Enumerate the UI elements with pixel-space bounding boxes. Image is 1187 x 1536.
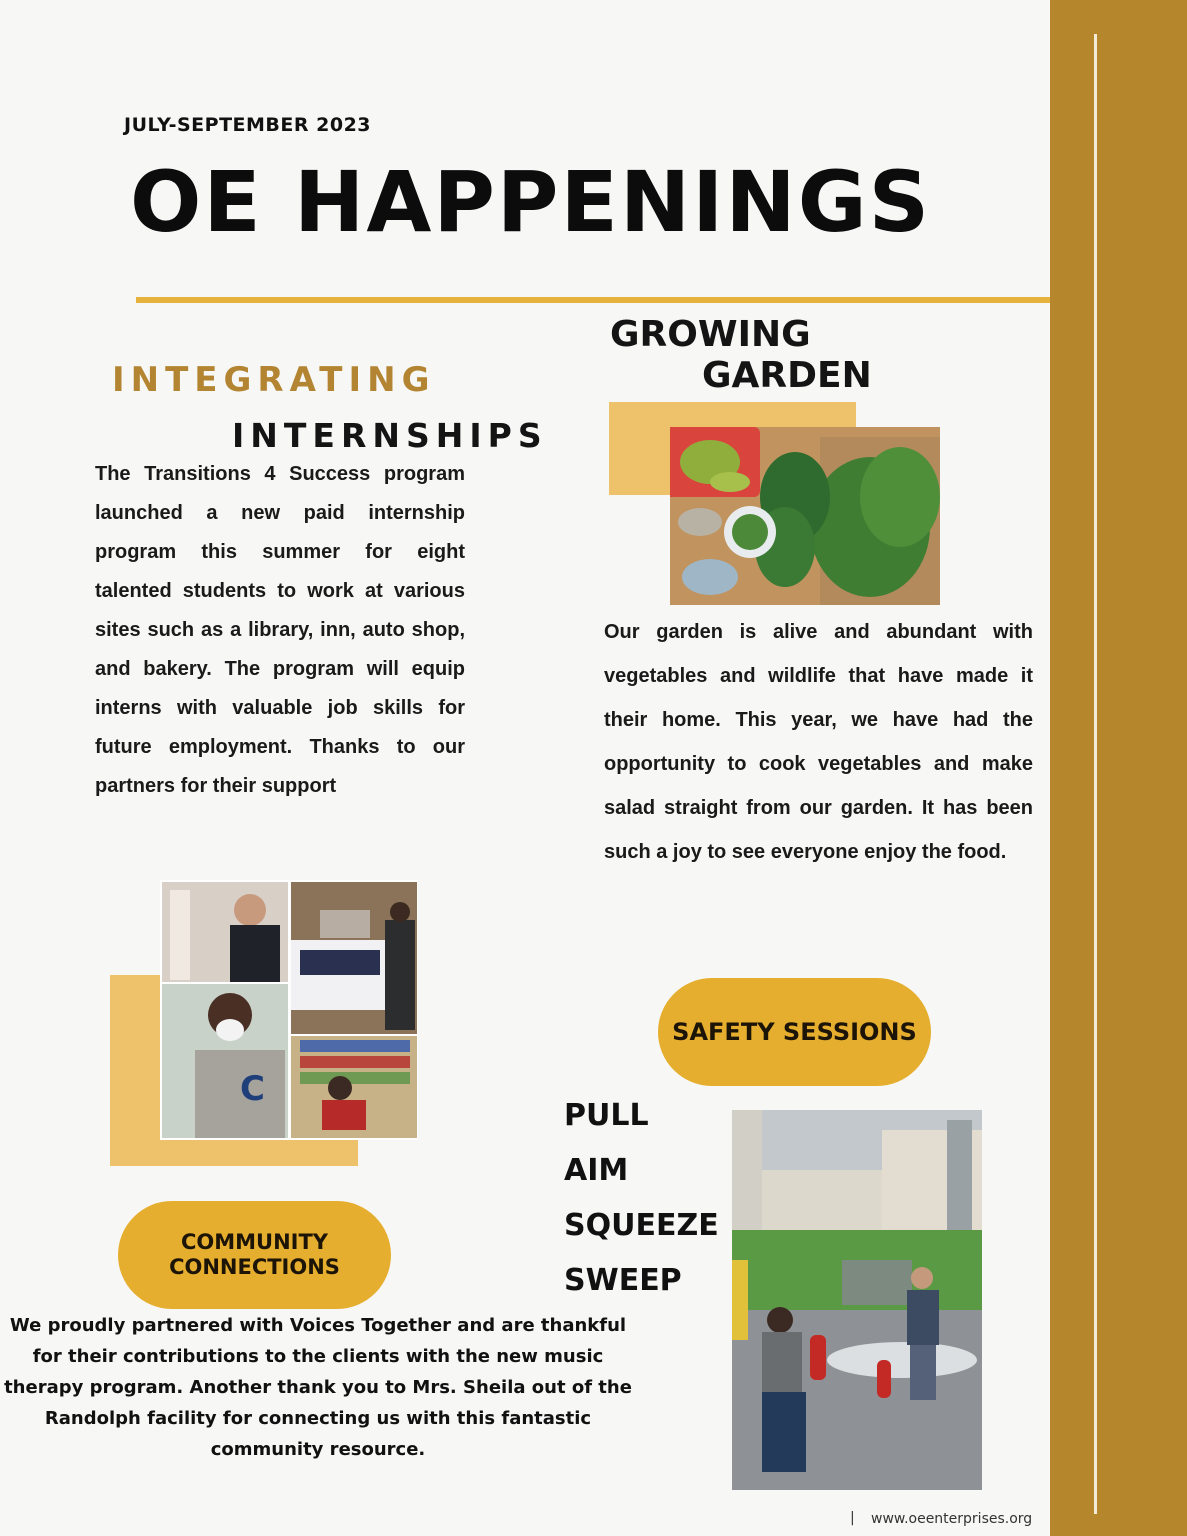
garden-body: Our garden is alive and abundant with vegetables and wildlife that have made it their home. This year, we have had the opportunity to cook vegetables and make salad straight from our garden. It has been such a joy to see everyone enjoy the food. xyxy=(604,621,1033,863)
community-badge-line1: COMMUNITY xyxy=(180,1229,329,1254)
garden-heading-line1: GROWING xyxy=(610,314,811,355)
sidebar-rule xyxy=(1094,34,1097,1514)
safety-sessions-badge xyxy=(658,978,931,1086)
pass-step-pull: PULL xyxy=(564,1098,649,1133)
sidebar-band xyxy=(1050,0,1187,1536)
footer-divider: | xyxy=(850,1510,855,1526)
pass-steps-list xyxy=(564,1088,719,1308)
internships-heading-line2: INTERNSHIPS xyxy=(232,416,548,455)
community-body: We proudly partnered with Voices Together and are thankful for their contributions to the clients with the new music therapy program. Another thank you to Mrs. Sheila out of the Randolph facility for connecting us with this fantastic community resource. xyxy=(4,1315,632,1460)
internship-photo-collage xyxy=(160,880,418,1140)
title-divider xyxy=(136,297,1050,303)
community-connections-label xyxy=(169,1230,340,1280)
svg-text:C: C xyxy=(240,1069,265,1109)
pass-step-sweep: SWEEP xyxy=(564,1263,682,1298)
internships-body: The Transitions 4 Success program launched a new paid internship program this summer for eight talented students to work at various sites such as a library, inn, auto shop, and bakery. The program will equip interns with valuable job skills for future employment. Thanks to our partners for their support xyxy=(95,463,465,797)
fire-extinguisher-training-photo xyxy=(732,1110,982,1490)
footer-website-link[interactable]: www.oeenterprises.org xyxy=(871,1511,1033,1527)
safety-sessions-label: SAFETY SESSIONS xyxy=(672,1018,917,1046)
newsletter-title: OE HAPPENINGS xyxy=(130,153,932,251)
pass-step-aim: AIM xyxy=(564,1153,629,1188)
garden-heading xyxy=(610,314,872,397)
internships-heading-line1: INTEGRATING xyxy=(112,360,436,400)
community-badge-line2: CONNECTIONS xyxy=(169,1255,340,1279)
garden-heading-line2: GARDEN xyxy=(702,355,872,397)
garden-vegetables-photo xyxy=(670,427,940,605)
pass-step-squeeze: SQUEEZE xyxy=(564,1208,719,1243)
issue-date: JULY-SEPTEMBER 2023 xyxy=(124,114,372,136)
community-connections-badge xyxy=(118,1201,391,1309)
